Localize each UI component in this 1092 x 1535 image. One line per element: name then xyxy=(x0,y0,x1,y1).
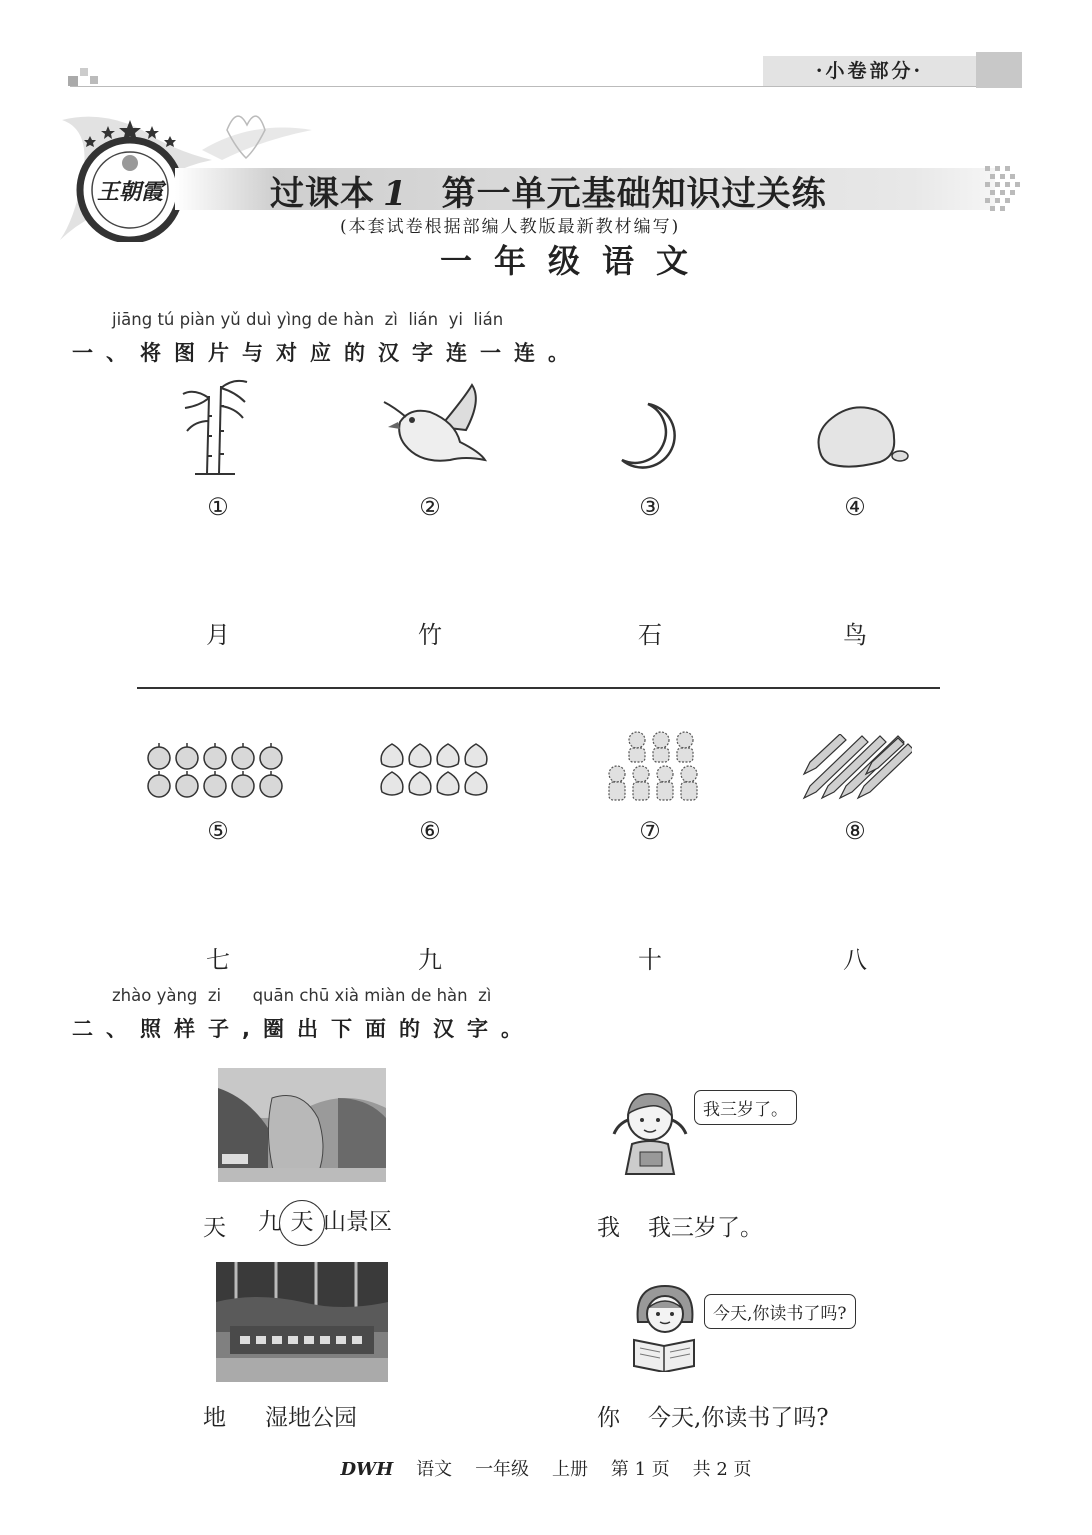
q2-char-2: 我 xyxy=(597,1215,620,1241)
q1-number-7: ⑦ xyxy=(639,817,661,845)
stone-icon xyxy=(812,402,912,474)
q2-phrase-4[interactable]: 今天,你读书了吗? xyxy=(648,1405,829,1431)
q2-phrase-1: 九 天 山景区 xyxy=(258,1200,392,1246)
q2-phrase-2[interactable]: 我三岁了。 xyxy=(648,1215,763,1241)
page-footer: DWH 语文 一年级 上册 第 1 页 共 2 页 xyxy=(340,1459,752,1480)
girl-icon xyxy=(610,1090,700,1180)
children-icon xyxy=(603,728,713,808)
q1-word-1[interactable]: 月 xyxy=(206,621,230,649)
q1-word-3[interactable]: 石 xyxy=(638,621,662,649)
q2-char-1: 天 xyxy=(203,1215,226,1241)
peaches-icon xyxy=(378,740,490,806)
speech-bubble-1: 我三岁了。 xyxy=(694,1090,797,1125)
q2-char-4: 你 xyxy=(597,1405,620,1431)
moon-icon xyxy=(618,400,678,474)
wetland-park-photo xyxy=(216,1262,388,1382)
q1-word-8[interactable]: 八 xyxy=(843,946,867,974)
q1-number-4: ④ xyxy=(844,493,866,521)
q1-number-5: ⑤ xyxy=(207,817,229,845)
bird-icon xyxy=(380,382,490,476)
brand-logo xyxy=(72,118,188,242)
circled-char: 天 xyxy=(279,1200,325,1246)
q1-word-4[interactable]: 鸟 xyxy=(843,621,867,649)
q2-title: 二、照样子,圈出下面的汉字。 xyxy=(72,1017,535,1041)
q1-number-3: ③ xyxy=(639,493,661,521)
jiutianshan-photo xyxy=(218,1068,386,1182)
q1-pinyin: jiāng tú piàn yǔ duì yìng de hàn zì lián yi lián xyxy=(112,310,504,329)
speech-bubble-2: 今天,你读书了吗? xyxy=(704,1294,856,1329)
q1-title: 一、将图片与对应的汉字连一连。 xyxy=(72,341,582,365)
reading-girl-icon xyxy=(630,1282,700,1376)
section-tag-block xyxy=(976,52,1022,88)
header-rule xyxy=(70,86,1022,87)
q1-number-2: ② xyxy=(419,493,441,521)
header-squares-icon xyxy=(68,64,102,92)
q2-phrase-3[interactable]: 湿地公园 xyxy=(265,1405,357,1431)
q1-number-8: ⑧ xyxy=(844,817,866,845)
q1-number-6: ⑥ xyxy=(419,817,441,845)
logo-text: 王朝霞 xyxy=(96,179,163,205)
pencils-icon xyxy=(800,734,912,806)
page-title: 过课本 1 第一单元基础知识过关练 xyxy=(270,174,827,214)
page-subtitle: (本套试卷根据部编人教版最新教材编写) xyxy=(340,217,681,237)
apples-icon xyxy=(145,742,291,806)
q1-word-7[interactable]: 十 xyxy=(638,946,662,974)
grade-heading: 一年级语文 xyxy=(440,242,711,280)
q2-char-3: 地 xyxy=(203,1405,226,1431)
bamboo-icon xyxy=(175,376,255,480)
dot-pattern-icon xyxy=(985,166,1025,216)
q1-divider xyxy=(137,687,940,689)
section-tag: ·小卷部分· xyxy=(763,56,976,86)
q1-word-6[interactable]: 九 xyxy=(418,946,442,974)
q2-pinyin: zhào yàng zi quān chū xià miàn de hàn zì xyxy=(112,986,492,1005)
q1-number-1: ① xyxy=(207,493,229,521)
q1-word-2[interactable]: 竹 xyxy=(418,621,442,649)
q1-word-5[interactable]: 七 xyxy=(206,946,230,974)
